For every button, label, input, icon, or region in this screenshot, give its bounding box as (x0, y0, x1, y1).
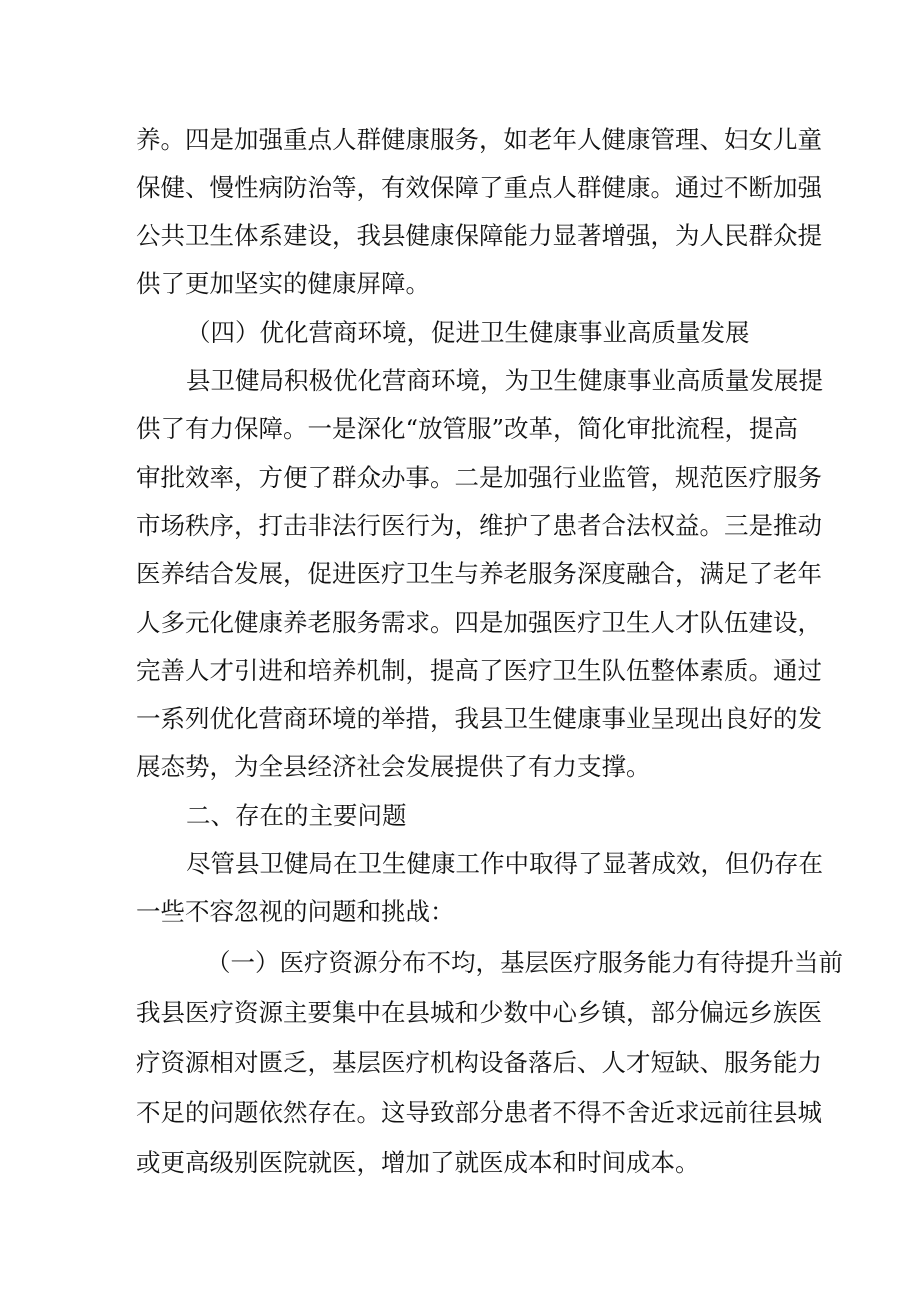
paragraph-line: 展态势，为全县经济社会发展提供了有力支撑。 (136, 752, 651, 781)
paragraph-line: 公共卫生体系建设，我县健康保障能力显著增强，为人民群众提 (136, 221, 822, 250)
paragraph-line: 一系列优化营商环境的举措，我县卫生健康事业呈现出良好的发 (136, 704, 822, 733)
paragraph-line: 医养结合发展，促进医疗卫生与养老服务深度融合，满足了老年 (136, 559, 822, 588)
paragraph-line: 保健、慢性病防治等，有效保障了重点人群健康。通过不断加强 (136, 173, 822, 202)
paragraph-line: 我县医疗资源主要集中在县城和少数中心乡镇，部分偏远乡族医 (136, 998, 822, 1027)
paragraph-line: 县卫健局积极优化营商环境，为卫生健康事业高质量发展提 (186, 366, 823, 395)
section-heading: 二、存在的主要问题 (186, 801, 407, 830)
paragraph-line: 市场秩序，打击非法行医行为，维护了患者合法权益。三是推动 (136, 511, 822, 540)
paragraph-line: 人多元化健康养老服务需求。四是加强医疗卫生人才队伍建设， (136, 608, 822, 637)
paragraph-line: 疗资源相对匮乏，基层医疗机构设备落后、人才短缺、服务能力 (136, 1048, 822, 1077)
paragraph-line: 供了有力保障。一是深化“放管服”改革，简化审批流程，提高 (136, 414, 799, 443)
paragraph-line: 尽管县卫健局在卫生健康工作中取得了显著成效，但仍存在 (186, 849, 823, 878)
paragraph-line: 一些不容忽视的问题和挑战： (136, 897, 455, 926)
paragraph-line: 完善人才引进和培养机制，提高了医疗卫生队伍整体素质。通过 (136, 656, 822, 685)
paragraph-line: 养。四是加强重点人群健康服务，如老年人健康管理、妇女儿童 (136, 125, 822, 154)
paragraph-line: 供了更加坚实的健康屏障。 (136, 269, 430, 298)
subsection-heading: （四）优化营商环境，促进卫生健康事业高质量发展 (186, 318, 750, 347)
paragraph-line: 或更高级别医院就医，增加了就医成本和时间成本。 (136, 1148, 700, 1177)
paragraph-line: 不足的问题依然存在。这导致部分患者不得不舍近求远前往县城 (136, 1098, 822, 1127)
paragraph-line: （一）医疗资源分布不均，基层医疗服务能力有待提升当前 (206, 948, 843, 977)
paragraph-line: 审批效率，方便了群众办事。二是加强行业监管，规范医疗服务 (136, 463, 822, 492)
